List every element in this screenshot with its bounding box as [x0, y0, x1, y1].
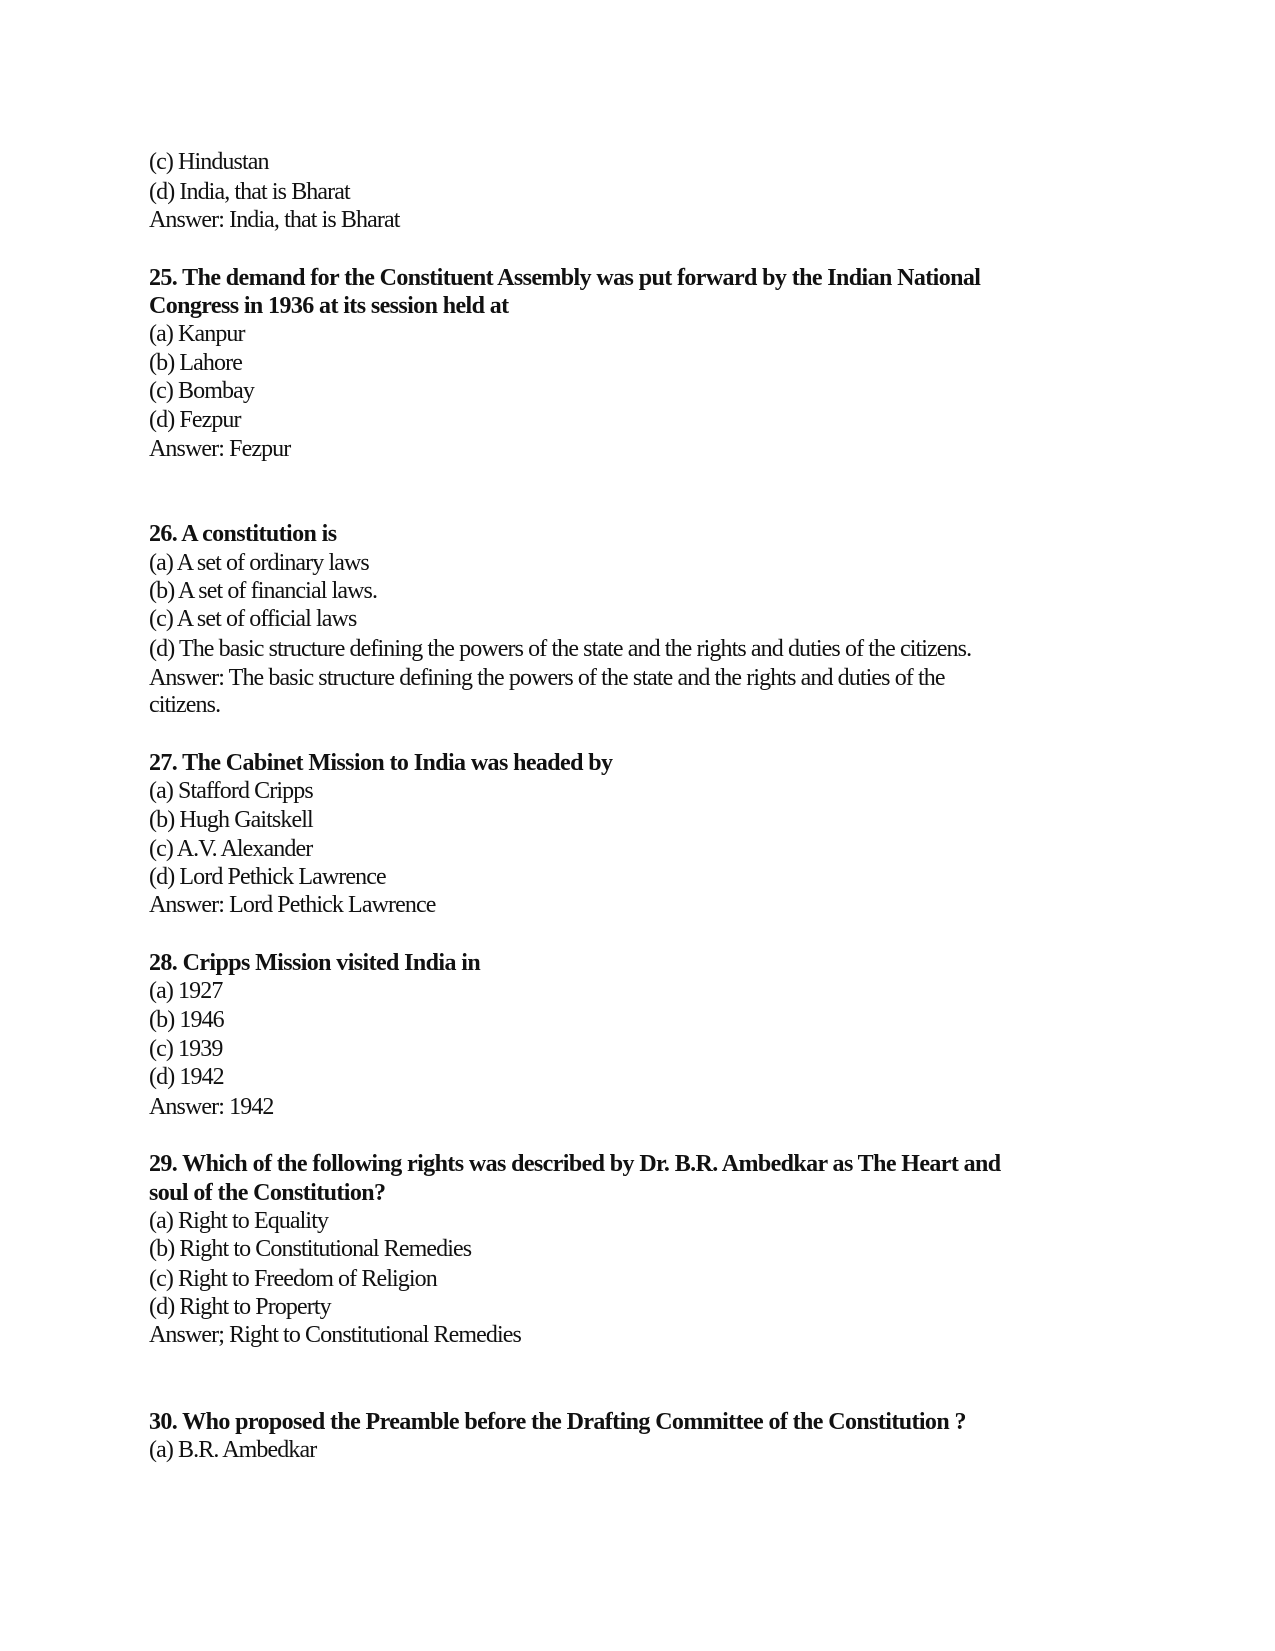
option-d: (d) Fezpur: [149, 407, 241, 433]
answer-line: Answer: Lord Pethick Lawrence: [149, 892, 436, 918]
answer-line: Answer: The basic structure defining the powers of the state and the rights and duties of the: [149, 665, 945, 691]
option-b: (b) A set of financial laws.: [149, 578, 378, 604]
option-c: (c) Hindustan: [149, 149, 269, 175]
question-heading-continued: Congress in 1936 at its session held at: [149, 293, 509, 319]
option-d: (d) Lord Pethick Lawrence: [149, 864, 386, 890]
option-c: (c) A set of official laws: [149, 606, 357, 632]
question-heading: 25. The demand for the Constituent Assembly was put forward by the Indian National: [149, 265, 981, 291]
answer-line: Answer: 1942: [149, 1094, 274, 1120]
option-a: (a) B.R. Ambedkar: [149, 1437, 317, 1463]
option-c: (c) 1939: [149, 1036, 223, 1062]
option-c: (c) Bombay: [149, 378, 254, 404]
option-b: (b) Hugh Gaitskell: [149, 807, 313, 833]
answer-line: Answer; Right to Constitutional Remedies: [149, 1322, 521, 1348]
question-heading: 28. Cripps Mission visited India in: [149, 950, 481, 976]
question-heading: 27. The Cabinet Mission to India was headed by: [149, 750, 613, 776]
option-d: (d) Right to Property: [149, 1294, 331, 1320]
option-b: (b) Right to Constitutional Remedies: [149, 1236, 472, 1262]
option-c: (c) A.V. Alexander: [149, 836, 313, 862]
question-heading-continued: soul of the Constitution?: [149, 1180, 386, 1206]
answer-line: Answer: Fezpur: [149, 436, 291, 462]
answer-line: Answer: India, that is Bharat: [149, 207, 400, 233]
question-heading: 26. A constitution is: [149, 521, 337, 547]
option-d: (d) The basic structure defining the powers of the state and the rights and duties of the citizens.: [149, 636, 972, 662]
option-a: (a) 1927: [149, 978, 223, 1004]
question-heading: 29. Which of the following rights was described by Dr. B.R. Ambedkar as The Heart and: [149, 1151, 1001, 1177]
option-d: (d) India, that is Bharat: [149, 179, 350, 205]
option-d: (d) 1942: [149, 1064, 224, 1090]
option-a: (a) Kanpur: [149, 321, 245, 347]
question-heading: 30. Who proposed the Preamble before the Drafting Committee of the Constitution ?: [149, 1409, 966, 1435]
option-a: (a) Right to Equality: [149, 1208, 329, 1234]
answer-line-continued: citizens.: [149, 692, 221, 718]
option-a: (a) Stafford Cripps: [149, 778, 313, 804]
option-c: (c) Right to Freedom of Religion: [149, 1266, 437, 1292]
option-b: (b) 1946: [149, 1007, 224, 1033]
option-a: (a) A set of ordinary laws: [149, 550, 369, 576]
option-b: (b) Lahore: [149, 350, 242, 376]
